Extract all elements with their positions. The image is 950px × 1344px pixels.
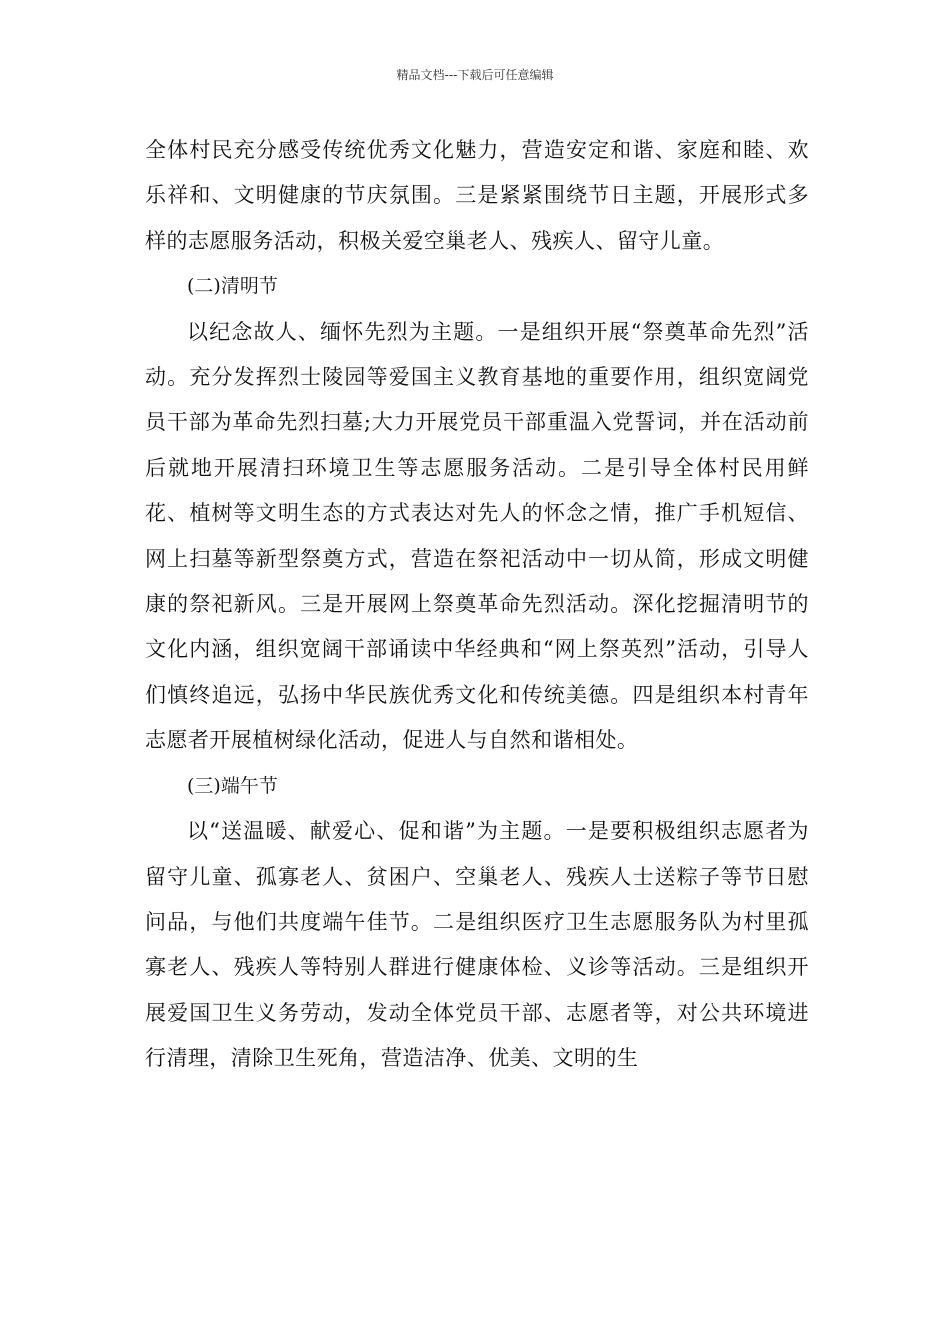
paragraph-spring-festival-continued: 全体村民充分感受传统优秀文化魅力，营造安定和谐、家庭和睦、欢乐祥和、文明健康的节庆氛围。三是紧紧围绕节日主题，开展形式多样的志愿服务活动，积极关爱空巢老人、残疾人、留守儿童。 [145,138,809,253]
section-heading-qingming: (二)清明节 [187,275,278,298]
paragraph-duanwu: 以“送温暖、献爱心、促和谐”为主题。一是要积极组织志愿者为留守儿童、孤寡老人、贫困户、空巢老人、残疾人士送粽子等节日慰问品，与他们共度端午佳节。二是组织医疗卫生志愿服务队为村里孤寡老人、残疾人等特别人群进行健康体检、义诊等活动。三是组织开展爱国卫生义务劳动，发动全体党员干部、志愿者等，对公共环境进行清理，清除卫生死角，营造洁净、优美、文明的生 [145,819,809,1071]
section-heading-duanwu: (三)端午节 [187,774,278,797]
document-body [145,128,809,1082]
paragraph-qingming: 以纪念故人、缅怀先烈为主题。一是组织开展“祭奠革命先烈”活动。充分发挥烈士陵园等爱国主义教育基地的重要作用，组织宽阔党员干部为革命先烈扫墓;大力开展党员干部重温入党誓词，并在活动前后就地开展清扫环境卫生等志愿服务活动。二是引导全体村民用鲜花、植树等文明生态的方式表达对先人的怀念之情，推广手机短信、网上扫墓等新型祭奠方式，营造在祭祀活动中一切从简，形成文明健康的祭祀新风。三是开展网上祭奠革命先烈活动。深化挖掘清明节的文化内涵，组织宽阔干部诵读中华经典和“网上祭英烈”活动，引导人们慎终追远，弘扬中华民族优秀文化和传统美德。四是组织本村青年志愿者开展植树绿化活动，促进人与自然和谐相处。 [145,319,809,753]
page-header: 精品文档---下载后可任意编辑 [396,68,554,82]
